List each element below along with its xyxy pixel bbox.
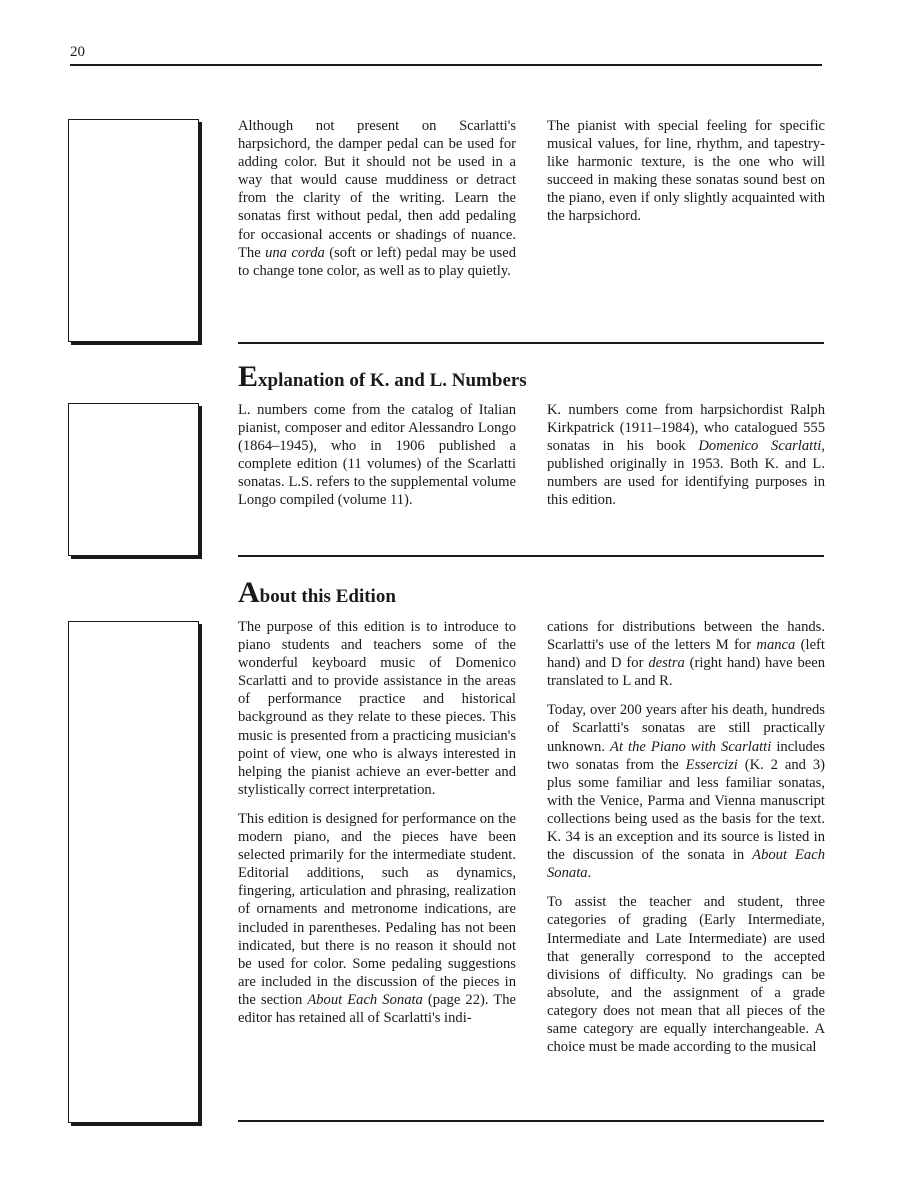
section-heading-numbers — [238, 362, 527, 392]
numbers-text-right — [547, 401, 825, 521]
section-rule-1 — [238, 342, 824, 344]
pedal-text-left — [238, 117, 516, 291]
pedal-text-right — [547, 117, 825, 237]
italic-title: una corda — [265, 244, 325, 261]
paragraph: Although not present on Scarlatti's harpsichord, the damper pedal can be used for adding color. But it should not be used in a way that would cause muddiness or detract from the clarity of the writing. Learn the sonatas first without pedal, then add pedaling for occasional accents or shadings of nuance. The una corda (soft or left) pedal may be used to change tone color, as well as to play quietly. — [238, 118, 516, 279]
heading-rest: bout this Edition — [259, 586, 396, 607]
margin-box-3 — [68, 621, 199, 1123]
paragraph: The purpose of this edition is to introduce to piano students and teachers some of the wonderful keyboard music of Domenico Scarlatti and to provide assistance in the areas of performance practice and historical background as they relate to these pieces. This music is presented from a practicing musician's point of view, one who is always interested in helping the pianist achieve an ever-better and stylistically correct interpretation. — [238, 619, 516, 798]
paragraph: Today, over 200 years after his death, hundreds of Scarlatti's sonatas are still practically unknown. At the Piano with Scarlatti includes two sonatas from the Essercizi (K. 2 and 3) plus some familiar and less familiar sonatas, with the Venice, Parma and Vienna manuscript collections being used as the basis for the text. K. 34 is an exception and its source is listed in the discussion of the sonata in About Each Sonata. — [547, 702, 826, 882]
heading-initial: E — [238, 360, 259, 393]
header-rule — [70, 64, 822, 66]
italic-title: Essercizi — [685, 756, 738, 773]
edition-text-left — [238, 618, 516, 1038]
italic-title: Domenico Scarlatti — [698, 438, 822, 455]
paragraph: cations for distributions between the hands. Scarlatti's use of the letters M for manca (left hand) and D for destra (right hand) have been translated to L and R. — [547, 619, 825, 690]
italic-title: About Each Sonata — [307, 991, 423, 1008]
numbers-text-left — [238, 401, 516, 521]
section-rule-3 — [238, 1120, 824, 1122]
margin-box-1 — [68, 119, 199, 342]
heading-rest: xplanation of K. and L. Numbers — [258, 370, 527, 391]
paragraph: L. numbers come from the catalog of Italian pianist, composer and editor Alessandro Longo (1864–1945), who in 1906 published a complete edition (11 volumes) of the Scarlatti sonatas. L.S. refers to the supplemental volume Longo compiled (volume 11). — [238, 402, 516, 509]
paragraph: To assist the teacher and student, three categories of grading (Early Intermediate, Intermediate and Late Intermediate) are used that generally correspond to the accepted divisions of difficulty. No gradings can be absolute, and the assignment of a grade category does not mean that all pieces of the same category are equally interchangeable. A choice must be made according to the musical — [547, 894, 825, 1056]
italic-title: destra — [648, 655, 685, 672]
section-rule-2 — [238, 555, 824, 557]
page-number: 20 — [70, 44, 85, 60]
heading-initial: A — [238, 576, 260, 609]
paragraph: The pianist with special feeling for specific musical values, for line, rhythm, and tapestry-like harmonic texture, is the one who will succeed in making these sonatas sound best on the piano, even if only slightly acquainted with the harpsichord. — [547, 118, 825, 225]
italic-title: manca — [756, 637, 796, 654]
paragraph: K. numbers come from harpsichordist Ralph Kirkpatrick (1911–1984), who catalogued 555 sonatas in his book Domenico Scarlatti, published originally in 1953. Both K. and L. numbers are used for identifying purposes in this edition. — [547, 402, 825, 509]
italic-title: At the Piano with Scarlatti — [610, 738, 772, 755]
italic-title: About Each Sonata — [547, 847, 826, 882]
margin-box-2 — [68, 403, 199, 556]
section-heading-edition — [238, 578, 396, 608]
edition-text-right — [547, 618, 825, 1067]
paragraph: This edition is designed for performance on the modern piano, and the pieces have been selected primarily for the intermediate student. Editorial additions, such as dynamics, fingering, articulation and phrasing, realization of ornaments and metronome indications, are included in parentheses. Pedaling has not been indicated, but there is no reason it should not be used for color. Some pedaling suggestions are included in the discussion of the pieces in the section About Each Sonata (page 22). The editor has retained all of Scarlatti's indi- — [238, 810, 516, 1026]
